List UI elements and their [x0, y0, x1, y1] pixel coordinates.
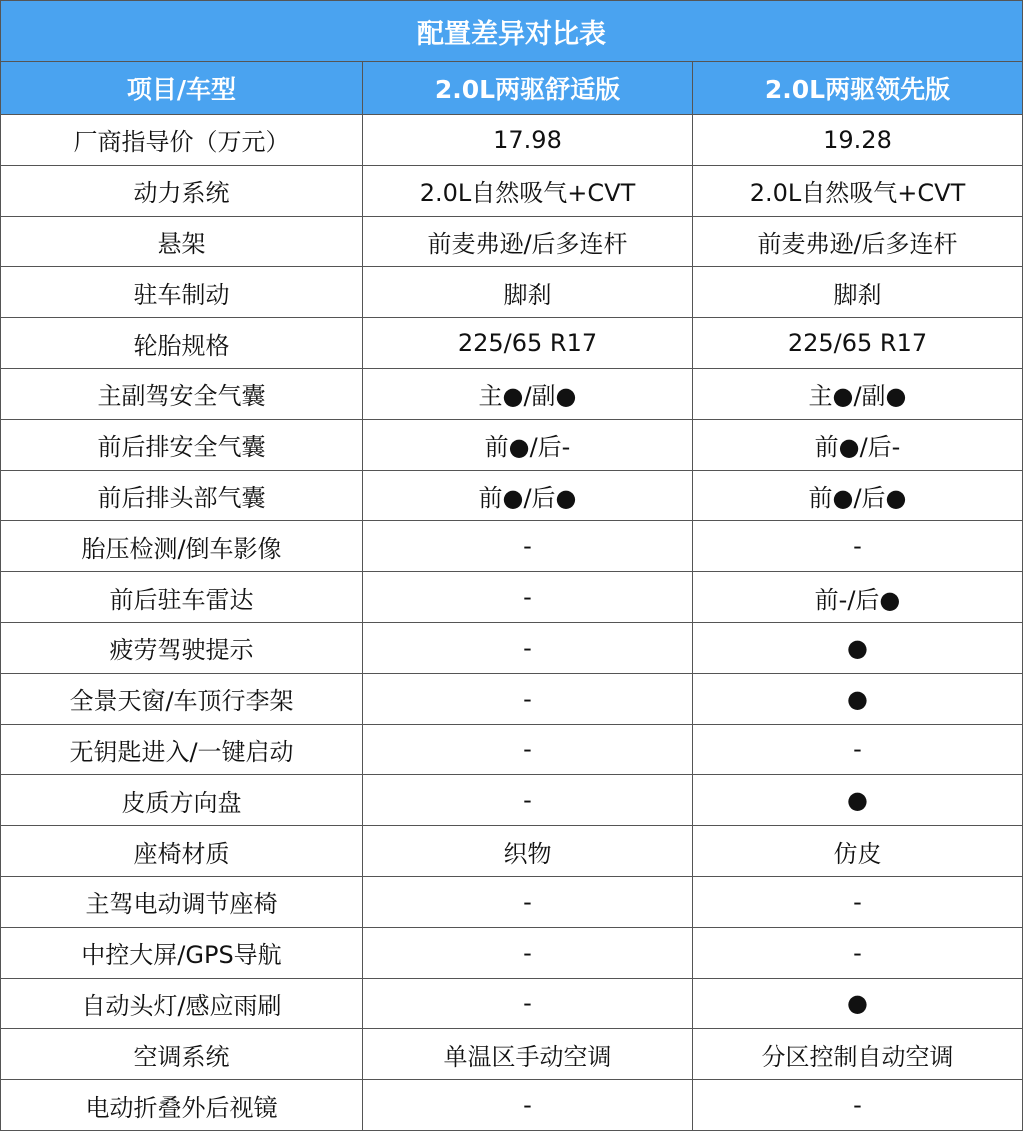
leading-value-cell: 脚刹	[693, 267, 1023, 318]
feature-name-cell: 厂商指导价（万元）	[1, 115, 363, 166]
leading-value-cell: ●	[693, 622, 1023, 673]
leading-value-cell: ●	[693, 775, 1023, 826]
feature-name-cell: 中控大屏/GPS导航	[1, 927, 363, 978]
comfort-value-cell: -	[363, 724, 693, 775]
table-row	[1, 1080, 1023, 1131]
feature-name-cell: 主驾电动调节座椅	[1, 876, 363, 927]
table-row	[1, 927, 1023, 978]
header-comfort-edition: 2.0L两驱舒适版	[363, 62, 693, 115]
comfort-value-cell: -	[363, 775, 693, 826]
feature-name-cell: 电动折叠外后视镜	[1, 1080, 363, 1131]
leading-value-cell: ●	[693, 978, 1023, 1029]
leading-value-cell: ●	[693, 673, 1023, 724]
feature-name-cell: 胎压检测/倒车影像	[1, 521, 363, 572]
table-row	[1, 826, 1023, 877]
feature-name-cell: 自动头灯/感应雨刷	[1, 978, 363, 1029]
comfort-value-cell: -	[363, 876, 693, 927]
feature-name-cell: 轮胎规格	[1, 318, 363, 369]
feature-name-cell: 前后驻车雷达	[1, 572, 363, 623]
table-row	[1, 775, 1023, 826]
comfort-value-cell: 225/65 R17	[363, 318, 693, 369]
feature-name-cell: 皮质方向盘	[1, 775, 363, 826]
leading-value-cell: -	[693, 927, 1023, 978]
table-title-row	[1, 1, 1023, 62]
comfort-value-cell: -	[363, 1080, 693, 1131]
table-row	[1, 368, 1023, 419]
comfort-value-cell: 前●/后●	[363, 470, 693, 521]
feature-name-cell: 动力系统	[1, 165, 363, 216]
table-row	[1, 318, 1023, 369]
table-row	[1, 1029, 1023, 1080]
comfort-value-cell: 前●/后-	[363, 419, 693, 470]
table-row	[1, 521, 1023, 572]
comfort-value-cell: -	[363, 521, 693, 572]
comfort-value-cell: 17.98	[363, 115, 693, 166]
table-row	[1, 216, 1023, 267]
table-row	[1, 572, 1023, 623]
comfort-value-cell: -	[363, 673, 693, 724]
table-row	[1, 673, 1023, 724]
table-row	[1, 165, 1023, 216]
table-row	[1, 115, 1023, 166]
feature-name-cell: 主副驾安全气囊	[1, 368, 363, 419]
feature-name-cell: 悬架	[1, 216, 363, 267]
table-row	[1, 470, 1023, 521]
feature-name-cell: 疲劳驾驶提示	[1, 622, 363, 673]
leading-value-cell: 19.28	[693, 115, 1023, 166]
leading-value-cell: -	[693, 876, 1023, 927]
table-row	[1, 876, 1023, 927]
comfort-value-cell: -	[363, 572, 693, 623]
feature-name-cell: 座椅材质	[1, 826, 363, 877]
comfort-value-cell: 织物	[363, 826, 693, 877]
leading-value-cell: 225/65 R17	[693, 318, 1023, 369]
table-row	[1, 267, 1023, 318]
leading-value-cell: 主●/副●	[693, 368, 1023, 419]
header-leading-edition: 2.0L两驱领先版	[693, 62, 1023, 115]
feature-name-cell: 无钥匙进入/一键启动	[1, 724, 363, 775]
comfort-value-cell: 单温区手动空调	[363, 1029, 693, 1080]
table-row	[1, 419, 1023, 470]
leading-value-cell: 前●/后-	[693, 419, 1023, 470]
leading-value-cell: 仿皮	[693, 826, 1023, 877]
leading-value-cell: -	[693, 724, 1023, 775]
feature-name-cell: 全景天窗/车顶行李架	[1, 673, 363, 724]
header-item-model: 项目/车型	[1, 62, 363, 115]
leading-value-cell: 2.0L自然吸气+CVT	[693, 165, 1023, 216]
table-header-row	[1, 62, 1023, 115]
feature-name-cell: 前后排头部气囊	[1, 470, 363, 521]
leading-value-cell: -	[693, 521, 1023, 572]
comfort-value-cell: 主●/副●	[363, 368, 693, 419]
leading-value-cell: 前●/后●	[693, 470, 1023, 521]
table-body	[1, 115, 1023, 1131]
comfort-value-cell: 前麦弗逊/后多连杆	[363, 216, 693, 267]
comfort-value-cell: 脚刹	[363, 267, 693, 318]
comfort-value-cell: 2.0L自然吸气+CVT	[363, 165, 693, 216]
table-row	[1, 622, 1023, 673]
table-title: 配置差异对比表	[1, 1, 1023, 62]
comfort-value-cell: -	[363, 978, 693, 1029]
comfort-value-cell: -	[363, 622, 693, 673]
leading-value-cell: 分区控制自动空调	[693, 1029, 1023, 1080]
feature-name-cell: 前后排安全气囊	[1, 419, 363, 470]
table-row	[1, 724, 1023, 775]
comfort-value-cell: -	[363, 927, 693, 978]
leading-value-cell: -	[693, 1080, 1023, 1131]
feature-name-cell: 空调系统	[1, 1029, 363, 1080]
feature-name-cell: 驻车制动	[1, 267, 363, 318]
leading-value-cell: 前麦弗逊/后多连杆	[693, 216, 1023, 267]
table-row	[1, 978, 1023, 1029]
leading-value-cell: 前-/后●	[693, 572, 1023, 623]
